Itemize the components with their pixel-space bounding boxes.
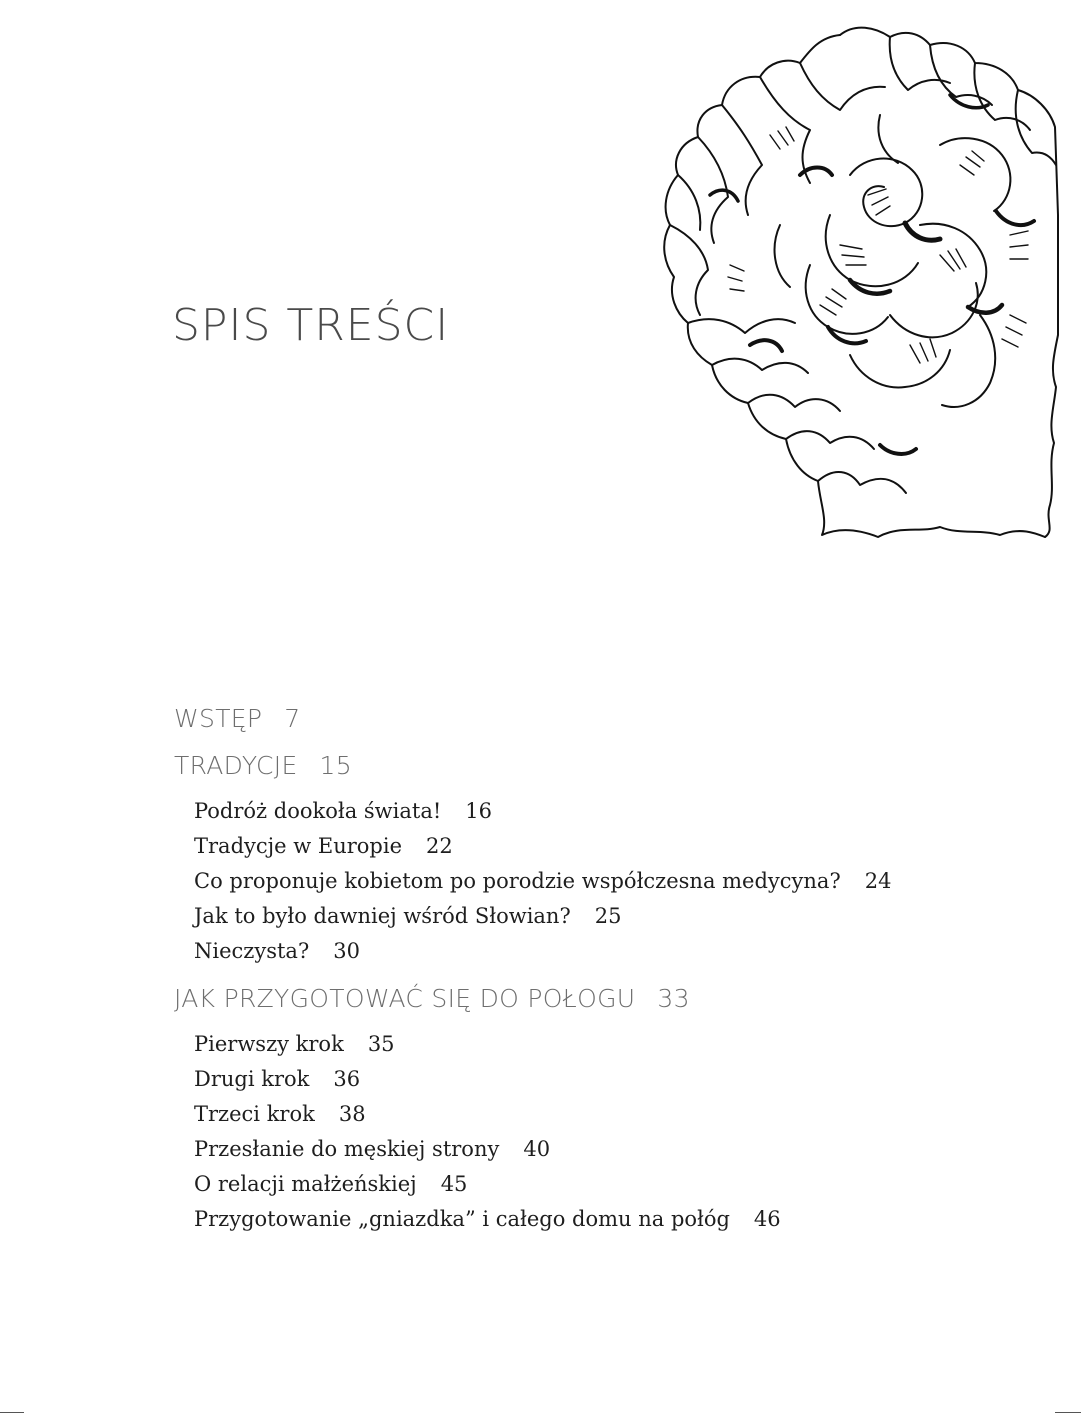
toc-item-page: 38: [338, 1102, 366, 1126]
toc-item[interactable]: [194, 1102, 366, 1126]
toc-item-page: 40: [523, 1137, 551, 1161]
toc-item-label: O relacji małżeńskiej: [194, 1172, 417, 1196]
toc-section-page: 33: [657, 984, 690, 1013]
toc-item[interactable]: [194, 1137, 550, 1161]
toc-item-label: Pierwszy krok: [194, 1032, 344, 1056]
toc-item-page: 22: [426, 834, 453, 858]
toc-item-page: 36: [333, 1067, 361, 1091]
toc-item-page: 24: [864, 869, 892, 893]
toc-item-page: 30: [333, 939, 360, 963]
toc-section-label: TRADYCJE: [174, 751, 298, 780]
toc-item-page: 46: [753, 1207, 781, 1231]
toc-section-polog[interactable]: [174, 984, 690, 1013]
toc-item-page: 45: [440, 1172, 468, 1196]
toc-section-label: JAK PRZYGOTOWAĆ SIĘ DO POŁOGU: [174, 984, 636, 1013]
toc-item-label: Nieczysta?: [194, 939, 310, 963]
toc-item-label: Jak to było dawniej wśród Słowian?: [194, 904, 571, 928]
toc-item[interactable]: [194, 834, 453, 858]
toc-item[interactable]: [194, 869, 891, 893]
crop-mark-left: [0, 1412, 24, 1413]
toc-item-label: Drugi krok: [194, 1067, 310, 1091]
toc-item-label: Przesłanie do męskiej strony: [194, 1137, 500, 1161]
toc-item-page: 16: [465, 799, 493, 823]
toc-item[interactable]: [194, 1032, 395, 1056]
page-title: SPIS TREŚCI: [172, 300, 450, 351]
toc-item-label: Trzeci krok: [194, 1102, 315, 1126]
toc-item[interactable]: [194, 1207, 781, 1231]
toc-item[interactable]: [194, 1067, 360, 1091]
toc-item[interactable]: [194, 1172, 467, 1196]
toc-item-label: Przygotowanie „gniazdka” i całego domu na połóg: [194, 1207, 730, 1231]
toc-item-label: Tradycje w Europie: [194, 834, 403, 858]
toc-item-label: Co proponuje kobietom po porodzie współczesna medycyna?: [194, 869, 841, 893]
carnation-flower-illustration: [650, 15, 1065, 545]
toc-item-page: 25: [594, 904, 622, 928]
toc-section-wstep[interactable]: [174, 704, 300, 733]
toc-section-tradycje[interactable]: [174, 751, 352, 780]
toc-item[interactable]: [194, 939, 360, 963]
toc-item[interactable]: [194, 904, 621, 928]
toc-item[interactable]: [194, 799, 492, 823]
toc-section-page: 15: [319, 751, 352, 780]
toc-item-label: Podróż dookoła świata!: [194, 799, 442, 823]
toc-item-page: 35: [367, 1032, 395, 1056]
toc-section-page: 7: [284, 704, 301, 733]
crop-mark-right: [1055, 1412, 1081, 1413]
toc-section-label: WSTĘP: [174, 704, 263, 733]
